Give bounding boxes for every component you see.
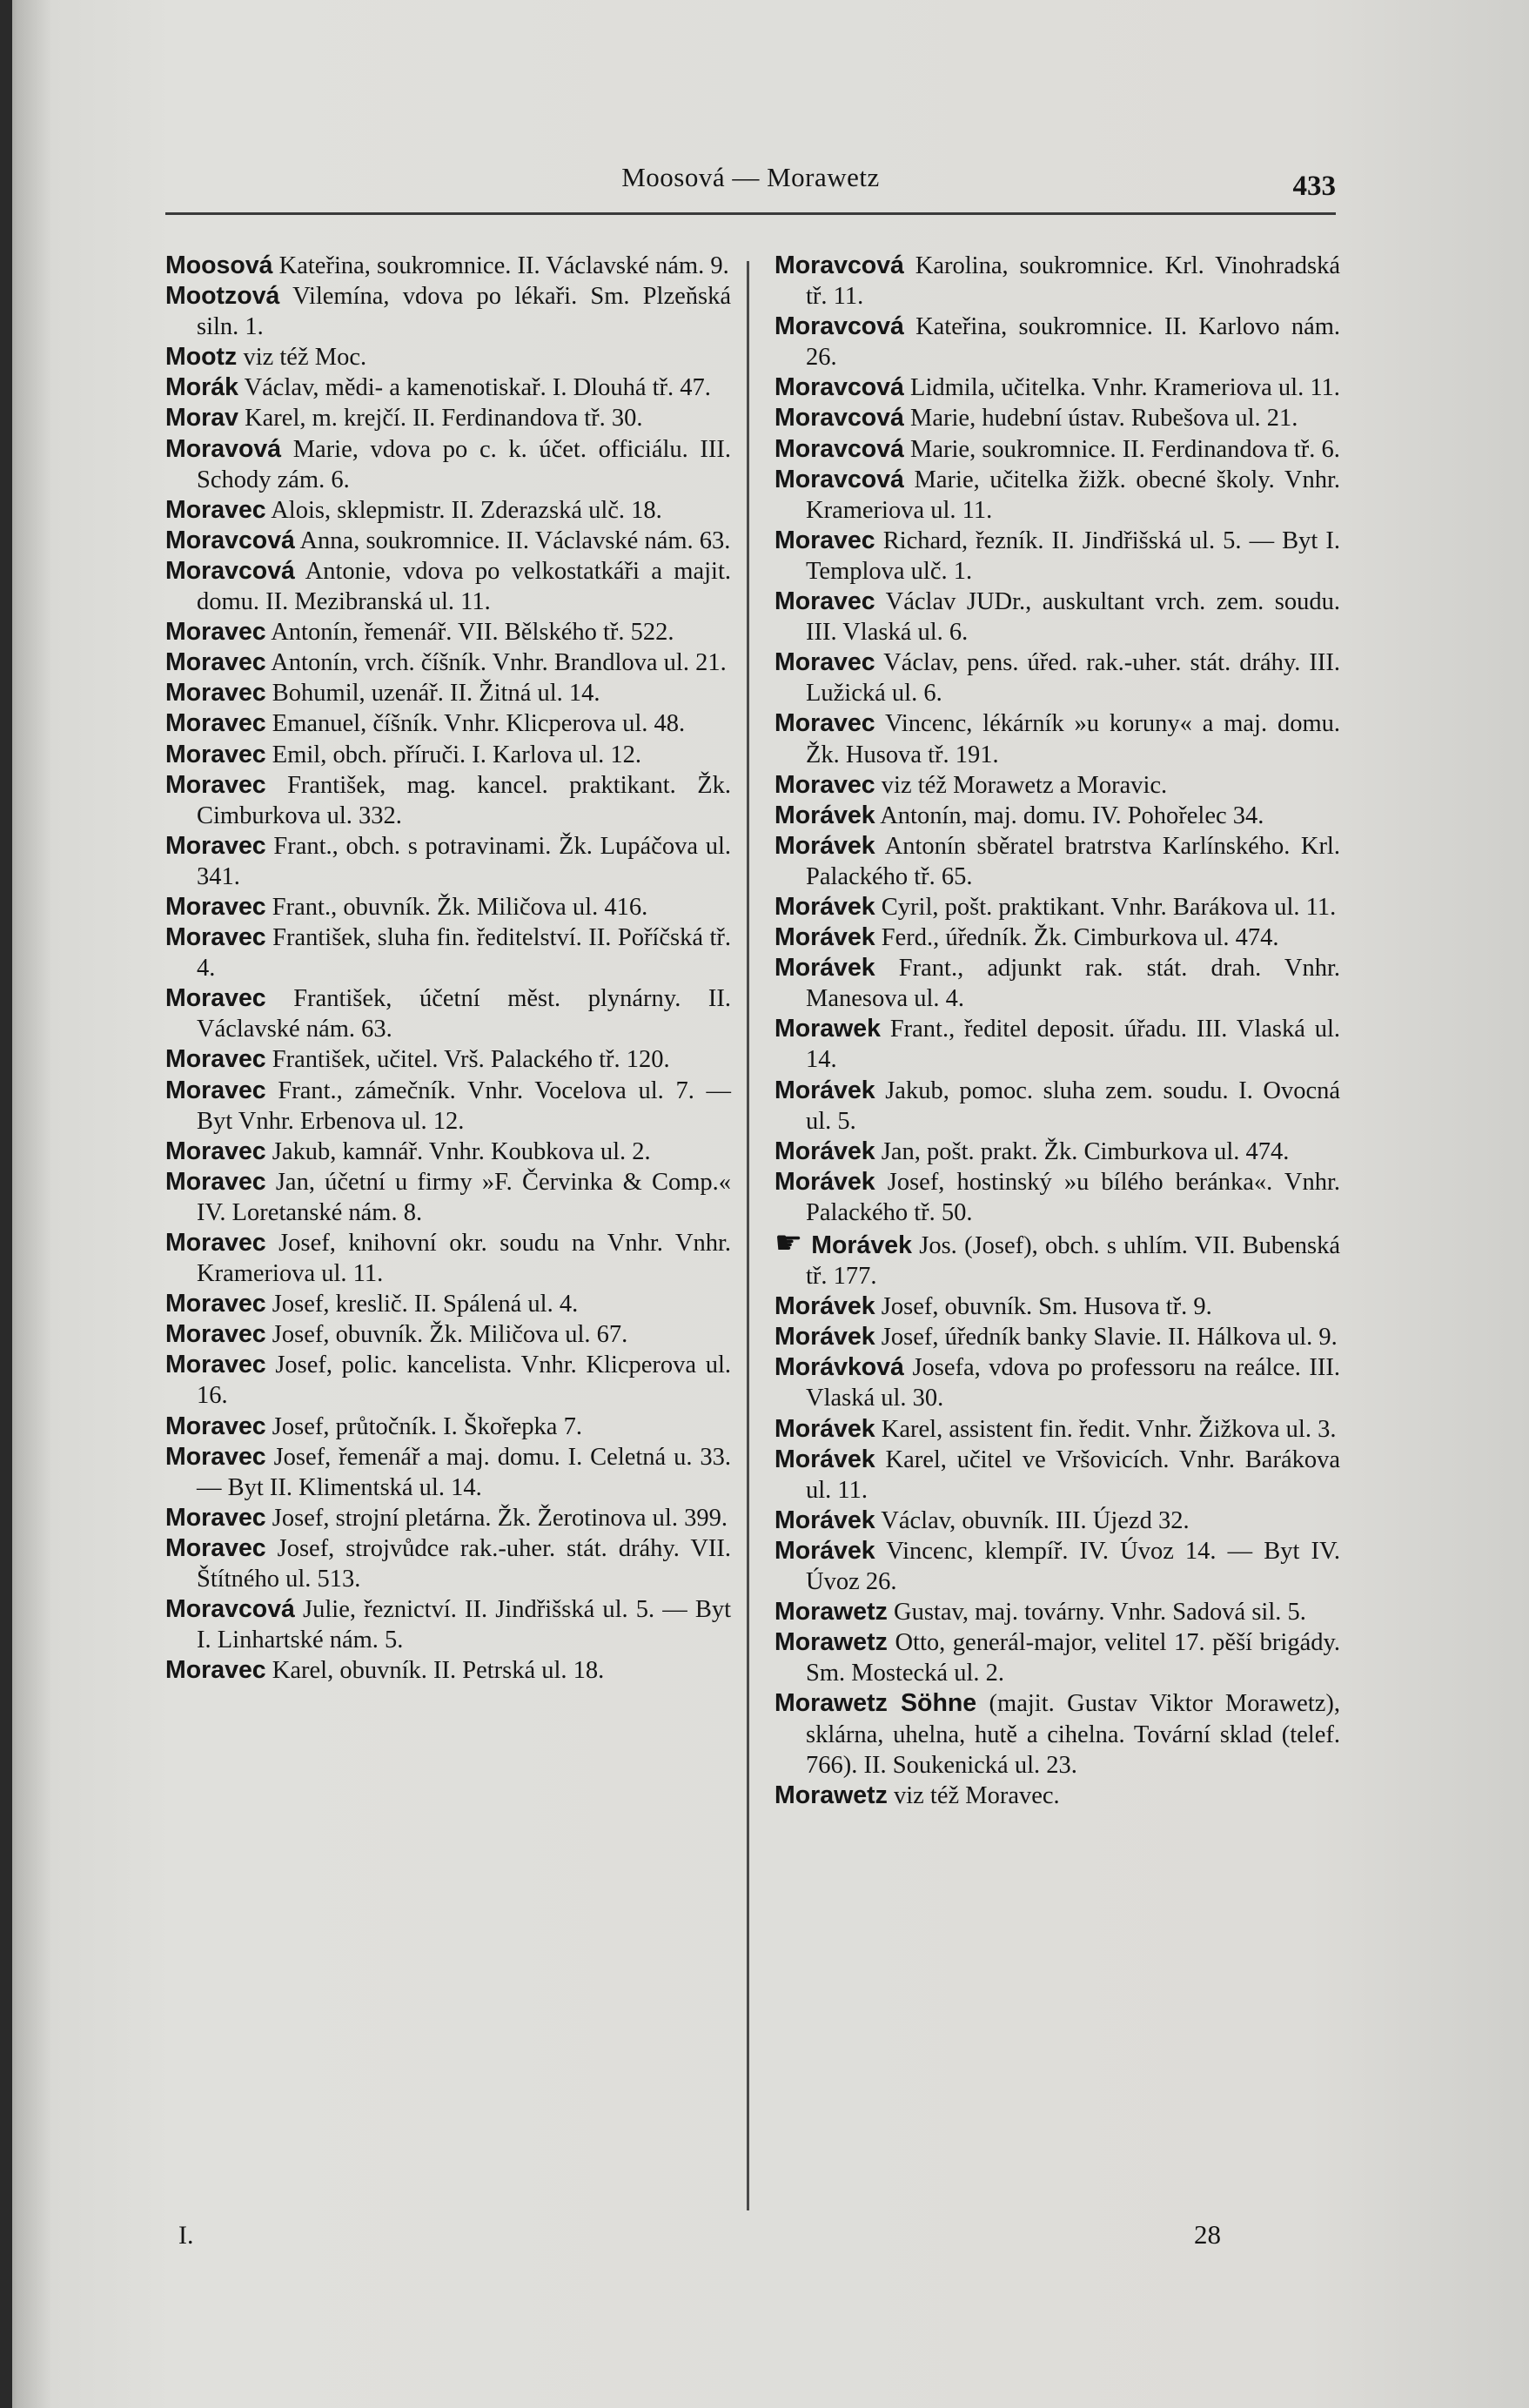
entry-details: Antonie, vdova po velkostatkáři a majit. domu. II. Mezibranská ul. 11.	[197, 557, 731, 616]
left-column	[165, 251, 731, 1686]
entry-name: Moravec	[165, 709, 266, 738]
directory-entry	[775, 1322, 1340, 1352]
directory-entry	[165, 831, 731, 892]
entry-name: Morávek	[775, 923, 875, 952]
entry-name: Moravcová	[165, 556, 295, 585]
entry-details: Karel, učitel ve Vršovicích. Vnhr. Barákova ul. 11.	[806, 1445, 1340, 1504]
entry-name: Moravec	[165, 892, 266, 921]
directory-entry	[165, 1350, 731, 1411]
entry-name: Morawetz	[775, 1781, 888, 1809]
entry-details: Alois, sklepmistr. II. Zderazská ulč. 18.	[271, 496, 662, 524]
directory-entry	[165, 1594, 731, 1655]
entry-details: Antonín, maj. domu. IV. Pohořelec 34.	[880, 802, 1264, 829]
directory-entry	[165, 251, 731, 281]
entry-details: Emil, obch. příruči. I. Karlova ul. 12.	[272, 741, 642, 768]
entry-name: Morávek	[775, 1414, 875, 1443]
directory-entry	[775, 1014, 1340, 1075]
entry-name: Morávek	[775, 801, 875, 829]
directory-entry	[165, 526, 731, 556]
directory-entry	[775, 465, 1340, 526]
directory-entry	[775, 434, 1340, 465]
directory-entry	[775, 1445, 1340, 1506]
entry-name: Moravec	[165, 1503, 266, 1532]
entry-details: Jakub, kamnář. Vnhr. Koubkova ul. 2.	[272, 1137, 651, 1165]
entry-details: Václav, mědi- a kamenotiskař. I. Dlouhá tř. 47.	[244, 374, 711, 402]
directory-entry	[775, 1781, 1340, 1811]
directory-entry	[165, 372, 731, 403]
directory-entry	[165, 922, 731, 983]
entry-name: Moravcová	[775, 404, 904, 433]
entry-name: Moravcová	[775, 465, 904, 493]
entry-name: Moravec	[165, 1442, 266, 1471]
directory-entry	[165, 1137, 731, 1167]
directory-entry	[775, 403, 1340, 433]
directory-entry	[165, 1442, 731, 1503]
directory-entry	[165, 1533, 731, 1594]
entry-name: Moravcová	[775, 252, 904, 279]
entry-name: Moravcová	[775, 434, 904, 463]
entry-name: Morávek	[775, 1167, 875, 1196]
entry-details: Kateřina, soukromnice. II. Václavské nám. 9.	[278, 252, 729, 279]
entry-name: Mootz	[165, 343, 238, 372]
entry-details: Ferd., úředník. Žk. Cimburkova ul. 474.	[881, 924, 1279, 952]
entry-name: Moravová	[165, 434, 282, 463]
entry-name: Moravec	[165, 770, 266, 799]
entry-name: Morav	[165, 404, 238, 433]
directory-entry	[165, 1655, 731, 1686]
entry-details: Karel, obuvník. II. Petrská ul. 18.	[272, 1657, 605, 1685]
entry-name: Moravec	[165, 831, 266, 860]
entry-details: Josef, strojní pletárna. Žk. Žerotinova ul. 399.	[272, 1504, 728, 1532]
directory-entry	[775, 1506, 1340, 1536]
entry-name: Morawetz	[775, 1598, 888, 1627]
entry-details: Emanuel, číšník. Vnhr. Klicperova ul. 48.	[272, 710, 686, 738]
entry-name: Morávek	[775, 1506, 875, 1534]
entry-details: Antonín, řemenář. VII. Bělského tř. 522.	[271, 619, 674, 647]
entry-name: Moravec	[165, 1167, 266, 1196]
entry-name: Morawetz	[775, 1628, 888, 1657]
entry-name: Moravec	[165, 1229, 266, 1257]
entry-name: Moravec	[165, 984, 266, 1013]
entry-details: Jos. (Josef), obch. s uhlím. VII. Bubenská tř. 177.	[806, 1232, 1341, 1291]
entry-name: Moravec	[165, 1045, 266, 1074]
directory-entry	[165, 770, 731, 831]
directory-entry	[775, 953, 1340, 1014]
entry-details: Karolina, soukromnice. Krl. Vinohradská tř. 11.	[806, 252, 1341, 311]
entry-details: Antonín, vrch. číšník. Vnhr. Brandlova ul. 21.	[271, 649, 727, 677]
directory-entry	[165, 1076, 731, 1137]
pointing-hand-icon: ☛	[775, 1225, 803, 1261]
directory-entry	[165, 281, 731, 342]
directory-entry	[775, 526, 1340, 587]
entry-details: viz též Moc.	[243, 344, 367, 372]
entry-name: Morávek	[775, 831, 875, 860]
entry-name: Moravec	[165, 1656, 266, 1685]
entry-details: Josef, kreslič. II. Spálená ul. 4.	[272, 1291, 579, 1318]
right-column	[775, 251, 1340, 1811]
directory-entry	[165, 1044, 731, 1075]
entry-details: Karel, assistent fin. ředit. Vnhr. Žižkova ul. 3.	[881, 1415, 1337, 1443]
directory-entry	[775, 892, 1340, 922]
directory-entry	[165, 556, 731, 617]
directory-entry	[775, 831, 1340, 892]
entry-details: Marie, soukromnice. II. Ferdinandova tř. 6.	[910, 435, 1340, 463]
entry-details: Frant., obuvník. Žk. Miličova ul. 416.	[272, 893, 648, 921]
directory-entry	[775, 1137, 1340, 1167]
directory-entry	[165, 617, 731, 647]
entry-name: Moravcová	[775, 373, 904, 402]
entry-name: Moravec	[165, 495, 266, 524]
running-head: Moosová — Morawetz	[621, 162, 880, 192]
entry-name: Moravec	[775, 587, 875, 616]
entry-name: Moravec	[165, 1076, 266, 1104]
entry-details: Marie, učitelka žižk. obecné školy. Vnhr. Krameriova ul. 11.	[806, 466, 1340, 524]
directory-entry	[775, 1414, 1340, 1445]
directory-entry	[165, 1503, 731, 1533]
directory-entry	[165, 1289, 731, 1319]
entry-name: Moravec	[165, 679, 266, 708]
entry-details: Václav, obuvník. III. Újezd 32.	[881, 1506, 1190, 1534]
entry-details: Marie, vdova po c. k. účet. officiálu. III. Schody zám. 6.	[197, 435, 731, 493]
entry-details: Josef, strojvůdce rak.-uher. stát. dráhy. VII. Štítného ul. 513.	[197, 1534, 732, 1593]
entry-details: Marie, hudební ústav. Rubešova ul. 21.	[910, 405, 1298, 433]
directory-entry	[165, 342, 731, 372]
directory-entry	[775, 801, 1340, 831]
entry-name: Moravec	[165, 618, 266, 647]
directory-entry	[775, 922, 1340, 953]
entry-name: Moravcová	[165, 1595, 295, 1624]
directory-entry	[775, 647, 1340, 708]
entry-name: Morávek	[775, 1445, 875, 1473]
entry-details: Josef, polic. kancelista. Vnhr. Klicperova ul. 16.	[197, 1352, 732, 1410]
entry-details: (majit. Gustav Viktor Morawetz), sklárna, uhelna, hutě a cihelna. Tovární sklad (telef. 766). II. Soukenická ul. 23.	[806, 1690, 1341, 1779]
entry-details: Josef, průtočník. I. Škořepka 7.	[272, 1412, 582, 1440]
directory-entry	[165, 495, 731, 526]
entry-details: František, účetní měst. plynárny. II. Václavské nám. 63.	[197, 985, 731, 1043]
entry-name: Moravec	[775, 770, 875, 799]
entry-name: Mootzová	[165, 282, 280, 311]
entry-details: Vincenc, klempíř. IV. Úvoz 14. — Byt IV. Úvoz 26.	[806, 1537, 1340, 1596]
entry-details: Jan, pošt. prakt. Žk. Cimburkova ul. 474.	[881, 1137, 1290, 1165]
entry-name: Morávek	[775, 1137, 875, 1165]
entry-name: Morávek	[775, 1292, 875, 1321]
entry-details: Frant., adjunkt rak. stát. drah. Vnhr. Manesova ul. 4.	[806, 955, 1340, 1013]
entry-name: Moravec	[165, 648, 266, 677]
page-number: 433	[1292, 171, 1336, 202]
directory-entry	[775, 1536, 1340, 1597]
entry-details: Bohumil, uzenář. II. Žitná ul. 14.	[272, 680, 600, 708]
entry-details: Josef, obuvník. Žk. Miličova ul. 67.	[272, 1321, 628, 1349]
entry-details: Otto, generál-major, velitel 17. pěší brigády. Sm. Mostecká ul. 2.	[806, 1629, 1340, 1687]
entry-details: Kateřina, soukromnice. II. Karlovo nám. 26.	[806, 313, 1341, 372]
entry-name: Moravcová	[165, 526, 295, 554]
directory-entry	[775, 1291, 1340, 1322]
directory-entry	[165, 1412, 731, 1442]
entry-name: Morávková	[775, 1353, 904, 1382]
page-header	[165, 158, 1336, 215]
entry-name: Moravec	[165, 1290, 266, 1318]
entry-details: František, mag. kancel. praktikant. Žk. Cimburkova ul. 332.	[197, 771, 731, 829]
entry-name: Moravec	[775, 709, 875, 738]
directory-entry	[165, 647, 731, 678]
directory-entry	[775, 1225, 1341, 1291]
directory-entry	[775, 1688, 1340, 1780]
directory-entry	[165, 708, 731, 739]
entry-details: Josef, knihovní okr. soudu na Vnhr. Vnhr. Krameriova ul. 11.	[197, 1230, 732, 1288]
directory-entry	[775, 372, 1340, 403]
entry-details: Josefa, vdova po professoru na reálce. III. Vlaská ul. 30.	[806, 1354, 1341, 1412]
entry-name: Moravec	[775, 526, 875, 554]
entry-name: Morávek	[775, 892, 875, 921]
entry-name: Moravec	[165, 923, 266, 952]
entry-details: Cyril, pošt. praktikant. Vnhr. Barákova ul. 11.	[881, 893, 1337, 921]
entry-name: Moravec	[165, 740, 266, 768]
entry-name: Morávek	[775, 954, 875, 983]
entry-details: Gustav, maj. továrny. Vnhr. Sadová sil. 5.	[893, 1599, 1306, 1627]
entry-name: Morawetz Söhne	[775, 1689, 977, 1718]
entry-name: Morák	[165, 373, 238, 402]
entry-details: Josef, hostinský »u bílého beránka«. Vnhr. Palackého tř. 50.	[806, 1168, 1340, 1226]
entry-details: Josef, úředník banky Slavie. II. Hálkova ul. 9.	[881, 1324, 1338, 1352]
entry-name: Moravcová	[775, 312, 904, 341]
directory-entry	[775, 587, 1340, 647]
entry-name: Moravec	[165, 1320, 266, 1349]
entry-details: Antonín sběratel bratrstva Karlínského. Krl. Palackého tř. 65.	[806, 832, 1340, 890]
entry-name: Moravec	[165, 1351, 266, 1379]
entry-details: Václav JUDr., auskultant vrch. zem. soudu. III. Vlaská ul. 6.	[806, 588, 1340, 647]
entry-name: Moravec	[165, 1137, 266, 1165]
directory-entry	[165, 1167, 731, 1228]
directory-entry	[775, 312, 1340, 372]
entry-details: Vilemína, vdova po lékaři. Sm. Plzeňská siln. 1.	[197, 283, 731, 341]
entry-details: Anna, soukromnice. II. Václavské nám. 63.	[299, 527, 731, 554]
entry-name: Morawek	[775, 1015, 881, 1043]
entry-name: Morávek	[811, 1231, 912, 1259]
entry-details: Lidmila, učitelka. Vnhr. Krameriova ul. 11.	[910, 374, 1340, 402]
directory-entry	[165, 1319, 731, 1350]
entry-details: Václav, pens. úřed. rak.-uher. stát. dráhy. III. Lužická ul. 6.	[806, 649, 1340, 708]
directory-entry	[775, 1597, 1340, 1627]
entry-details: Julie, řeznictví. II. Jindřišská ul. 5. — Byt I. Linhartské nám. 5.	[197, 1596, 731, 1654]
entry-details: Karel, m. krejčí. II. Ferdinandova tř. 30.	[245, 405, 643, 433]
book-spine-shadow	[0, 0, 12, 2408]
entry-details: Jan, účetní u firmy »F. Červinka & Comp.« IV. Loretanské nám. 8.	[197, 1168, 732, 1226]
entry-details: Frant., obch. s potravinami. Žk. Lupáčova ul. 341.	[197, 832, 731, 890]
entry-details: František, sluha fin. ředitelství. II. Poříčská tř. 4.	[197, 924, 732, 983]
directory-entry	[775, 1167, 1340, 1228]
directory-entry	[165, 740, 731, 770]
entry-details: viz též Morawetz a Moravic.	[881, 771, 1168, 799]
entry-name: Morávek	[775, 1323, 875, 1352]
entry-name: Morávek	[775, 1536, 875, 1565]
entry-details: Vincenc, lékárník »u koruny« a maj. domu. Žk. Husova tř. 191.	[806, 710, 1340, 768]
directory-entry	[775, 770, 1340, 801]
entry-details: Josef, obuvník. Sm. Husova tř. 9.	[881, 1293, 1212, 1321]
directory-entry	[165, 678, 731, 708]
entry-name: Morávek	[775, 1076, 875, 1104]
directory-entry	[775, 708, 1340, 769]
directory-entry	[775, 1076, 1340, 1137]
volume-mark: I.	[178, 2221, 194, 2250]
directory-entry	[165, 403, 731, 433]
directory-entry	[165, 434, 731, 495]
directory-entry	[165, 983, 731, 1044]
directory-entry	[165, 892, 731, 922]
entry-name: Moravec	[775, 648, 875, 677]
entry-name: Moravec	[165, 1533, 266, 1562]
entry-details: Frant., ředitel deposit. úřadu. III. Vlaská ul. 14.	[806, 1016, 1341, 1074]
directory-entry	[775, 251, 1340, 312]
entry-details: František, učitel. Vrš. Palackého tř. 120.	[272, 1046, 670, 1074]
entry-details: Frant., zámečník. Vnhr. Vocelova ul. 7. — Byt Vnhr. Erbenova ul. 12.	[197, 1077, 732, 1135]
column-divider	[747, 261, 749, 2210]
entry-details: Jakub, pomoc. sluha zem. soudu. I. Ovocná ul. 5.	[806, 1077, 1340, 1135]
entry-details: viz též Moravec.	[893, 1781, 1060, 1809]
entry-name: Moosová	[165, 252, 273, 279]
entry-name: Moravec	[165, 1412, 266, 1440]
signature-mark: 28	[1194, 2219, 1221, 2250]
directory-entry	[775, 1627, 1340, 1688]
entry-details: Richard, řezník. II. Jindřišská ul. 5. — Byt I. Templova ulč. 1.	[806, 527, 1341, 585]
directory-entry	[165, 1228, 731, 1289]
entry-details: Josef, řemenář a maj. domu. I. Celetná u. 33. — Byt II. Klimentská ul. 14.	[197, 1443, 732, 1501]
directory-entry	[775, 1352, 1340, 1413]
